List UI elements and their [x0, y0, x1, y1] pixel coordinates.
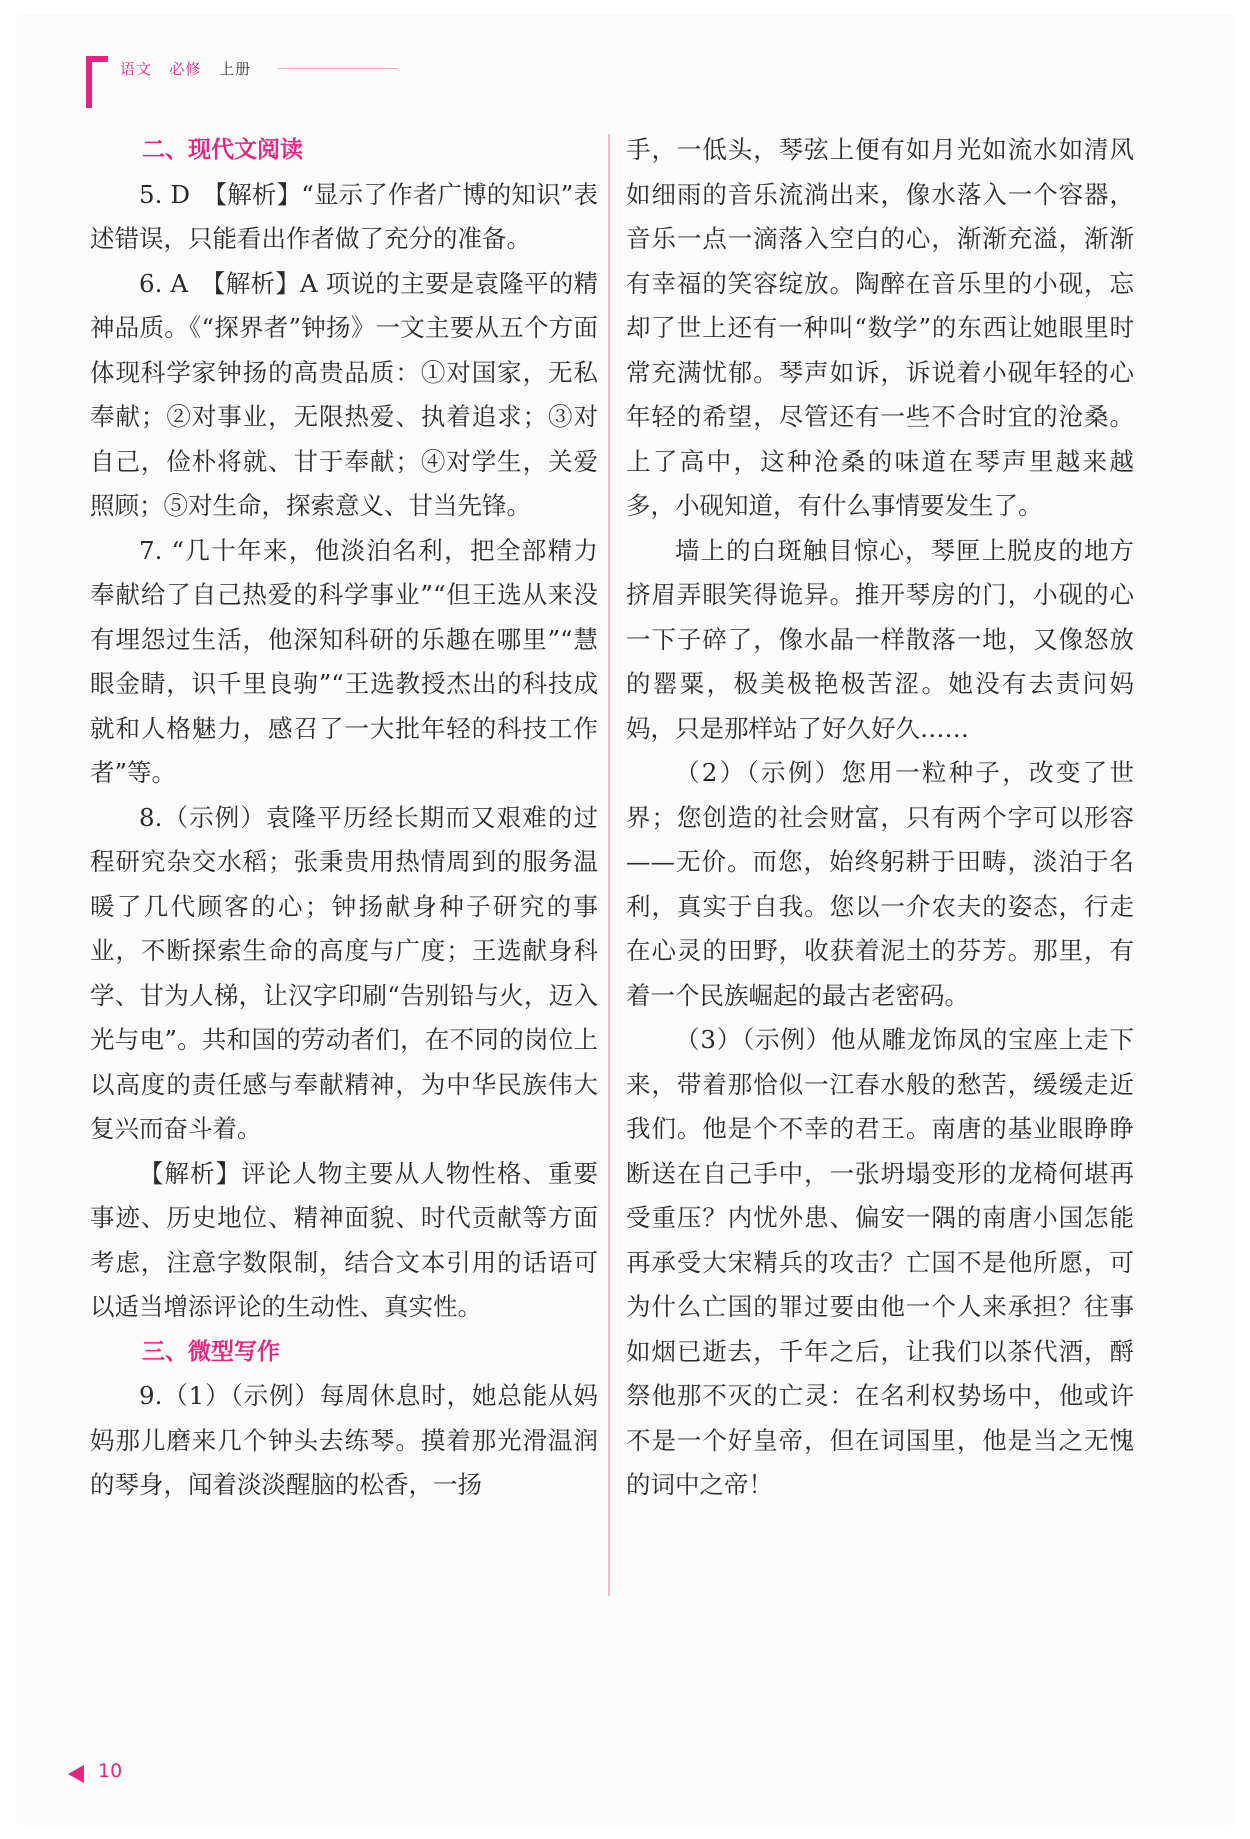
answer-q5: 5. D 【解析】“显示了作者广博的知识”表述错误，只能看出作者做了充分的准备。 — [90, 179, 598, 253]
answer-q9-1-paragraph2: 墙上的白斑触目惊心，琴匣上脱皮的地方挤眉弄眼笑得诡异。推开琴房的门，小砚的心一下子碎了，像水晶一样散落一地，又像怒放的罂粟，极美极艳极苦涩。她没有去责问妈妈，只是那样站了好久好久…… — [626, 535, 1134, 743]
header-bracket-mark — [86, 56, 108, 108]
section-title-modern-reading: 二、现代文阅读 — [142, 137, 303, 163]
section-title-micro-writing: 三、微型写作 — [142, 1338, 280, 1365]
running-header — [120, 58, 251, 79]
header-rule — [278, 68, 398, 69]
right-column — [626, 128, 1134, 1508]
page-number: 10 — [98, 1760, 123, 1782]
column-divider — [608, 134, 610, 1596]
left-column — [90, 128, 598, 1508]
header-course: 必修 — [169, 60, 202, 78]
answer-q9-1-continued: 手，一低头，琴弦上便有如月光如流水如清风如细雨的音乐流淌出来，像水落入一个容器，音乐一点一滴落入空白的心，渐渐充溢，渐渐有幸福的笑容绽放。陶醉在音乐里的小砚，忘却了世上还有一种叫“数学”的东西让她眼里时常充满忧郁。琴声如诉，诉说着小砚年轻的心年轻的希望，尽管还有一些不合时宜的沧桑。上了高中，这种沧桑的味道在琴声里越来越多，小砚知道，有什么事情要发生了。 — [626, 135, 1134, 520]
answer-q8: 8.（示例）袁隆平历经长期而又艰难的过程研究杂交水稻；张秉贵用热情周到的服务温暖了几代顾客的心；钟扬献身种子研究的事业，不断探索生命的高度与广度；王选献身科学、甘为人梯，让汉字印刷“告别铅与火，迈入光与电”。共和国的劳动者们，在不同的岗位上以高度的责任感与奉献精神，为中华民族伟大复兴而奋斗着。 — [90, 802, 598, 1143]
answer-q7: 7. “几十年来，他淡泊名利，把全部精力奉献给了自己热爱的科学事业”“但王选从来没有埋怨过生活，他深知科研的乐趣在哪里”“慧眼金睛，识千里良驹”“王选教授杰出的科技成就和人格魅力，感召了一大批年轻的科技工作者”等。 — [90, 535, 598, 787]
answer-q9-1-start: 9.（1）（示例）每周休息时，她总能从妈妈那儿磨来几个钟头去练琴。摸着那光滑温润的琴身，闻着淡淡醒脑的松香，一扬 — [90, 1381, 598, 1499]
answer-q8-analysis: 【解析】评论人物主要从人物性格、重要事迹、历史地位、精神面貌、时代贡献等方面考虑，注意字数限制，结合文本引用的话语可以适当增添评论的生动性、真实性。 — [90, 1158, 598, 1321]
answer-q9-3: （3）（示例）他从雕龙饰凤的宝座上走下来，带着那恰似一江春水般的愁苦，缓缓走近我们。他是个不幸的君王。南唐的基业眼睁睁断送在自己手中，一张坍塌变形的龙椅何堪再受重压？内忧外患、偏安一隅的南唐小国怎能再承受大宋精兵的攻击？亡国不是他所愿，可为什么亡国的罪过要由他一个人来承担？往事如烟已逝去，千年之后，让我们以茶代酒，酹祭他那不灭的亡灵：在名利权势场中，他或许不是一个好皇帝，但在词国里，他是当之无愧的词中之帝！ — [626, 1025, 1134, 1499]
answer-q6: 6. A 【解析】A 项说的主要是袁隆平的精神品质。《“探界者”钟扬》一文主要从五个方面体现科学家钟扬的高贵品质：①对国家，无私奉献；②对事业，无限热爱、执着追求；③对自己，俭朴将就、甘于奉献；④对学生，关爱照顾；⑤对生命，探索意义、甘当先锋。 — [90, 268, 598, 520]
page-arrow-icon — [68, 1765, 84, 1783]
header-subject: 语文 — [120, 60, 153, 78]
header-volume: 上册 — [219, 60, 252, 78]
answer-q9-2: （2）（示例）您用一粒种子，改变了世界；您创造的社会财富，只有两个字可以形容——无价。而您，始终躬耕于田畴，淡泊于名利，真实于自我。您以一介农夫的姿态，行走在心灵的田野，收获着泥土的芬芳。那里，有着一个民族崛起的最古老密码。 — [626, 758, 1134, 1010]
